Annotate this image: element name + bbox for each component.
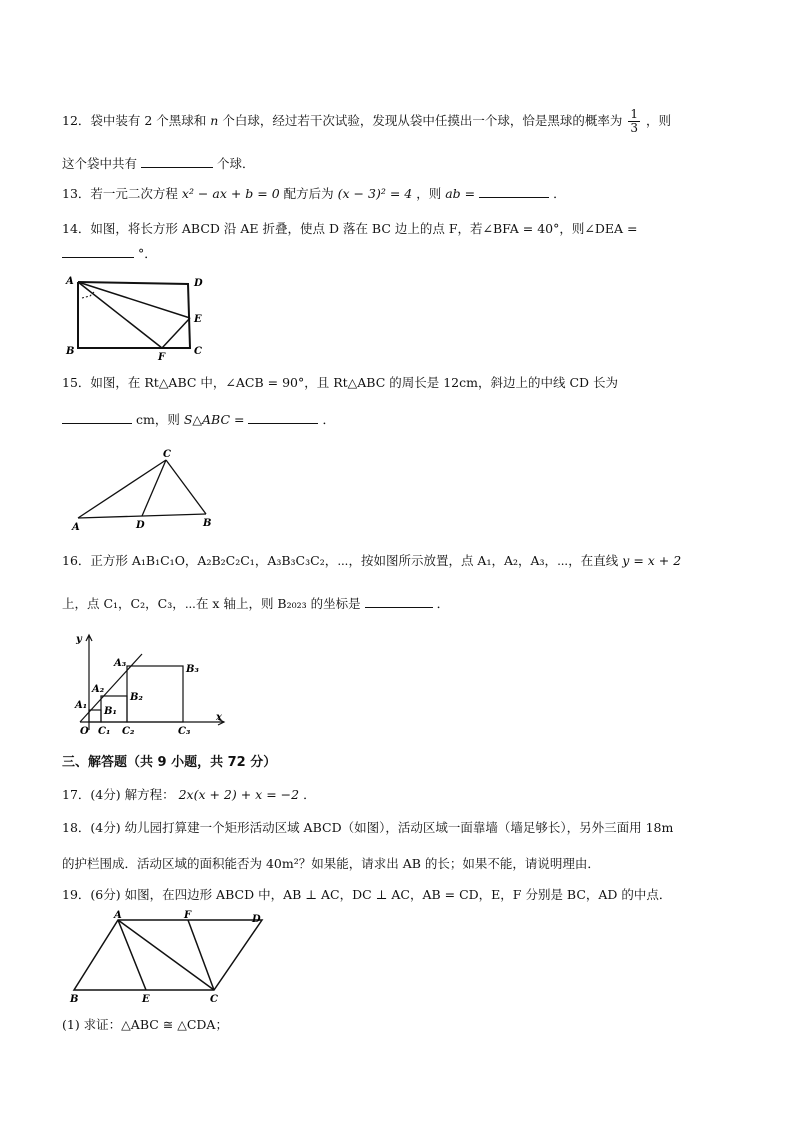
q19-label-f: F: [184, 910, 192, 921]
q16-line1: [62, 552, 681, 570]
q14-rectangle-figure: [60, 272, 210, 360]
q14-line2: [62, 244, 157, 263]
q17-text-b: ．: [303, 787, 316, 802]
q16-label-b3: B₃: [186, 664, 199, 675]
q12-text-b: 个白球，经过若干次试验，发现从袋中任摸出一个球，恰是黑球的概率为: [222, 113, 623, 128]
q16-label-c1: C₁: [98, 726, 111, 737]
q16-line-equation: y = x + 2: [622, 553, 682, 568]
q13-answer-blank: [479, 184, 549, 198]
q15-area-expression: S△ABC =: [183, 412, 245, 427]
q15-side-ac: [78, 460, 166, 518]
q13-equation-2: (x − 3)² = 4: [337, 186, 413, 201]
q13-text-b: 配方后为: [283, 186, 334, 201]
q13-equation-1: x² − ax + b = 0: [181, 186, 280, 201]
q14-label-f: F: [158, 352, 166, 360]
q15-label-d: D: [136, 520, 145, 530]
q16-coordinate-figure: [66, 630, 236, 740]
q14-label-e: E: [194, 314, 202, 325]
q16-label-a1: A₁: [75, 700, 88, 711]
q15-side-cb: [166, 460, 206, 514]
q12-var-n: n: [210, 113, 219, 128]
q14-label-b: B: [66, 346, 75, 357]
q14-line-fe: [162, 318, 190, 348]
q12-line1: [62, 108, 671, 135]
q16-text-b: 上，点 C₁，C₂，C₃，⋯在 x 轴上，则 B₂₀₂₃ 的坐标是: [62, 596, 361, 611]
q12-text-d: 这个袋中共有: [62, 156, 138, 171]
q13-text-d: ．: [553, 186, 566, 201]
q16-label-b2: B₂: [130, 692, 143, 703]
q12-answer-blank: [141, 154, 213, 168]
q19-label-a: A: [114, 910, 122, 921]
q15-triangle-figure: [66, 446, 226, 530]
section-3-heading: 三、解答题（共 9 小题，共 72 分）: [62, 755, 277, 770]
q14-text-a: 14．如图，将长方形 ABCD 沿 AE 折叠，使点 D 落在 BC 边上的点 F，若∠BFA = 40°，则∠DEA =: [62, 221, 638, 236]
q12-text-a: 12．袋中装有 2 个黑球和: [62, 113, 207, 128]
q14-label-d: D: [194, 278, 203, 289]
q19-label-d: D: [252, 914, 261, 925]
q15-line1: [62, 374, 618, 392]
q16-text-a: 16．正方形 A₁B₁C₁O，A₂B₂C₂C₁，A₃B₃C₃C₂，⋯，按如图所示放置，点 A₁，A₂，A₃，⋯，在直线: [62, 553, 619, 568]
q19-line: 19．(6分) 如图，在四边形 ABCD 中，AB ⊥ AC，DC ⊥ AC，AB = CD，E，F 分别是 BC，AD 的中点．: [62, 887, 672, 902]
q16-label-a2: A₂: [92, 684, 105, 695]
q17-text-a: 17．(4分) 解方程：: [62, 787, 175, 802]
q16-label-a3: A₃: [114, 658, 127, 669]
q16-label-o: O: [80, 726, 89, 737]
q12-line2: [62, 154, 255, 173]
q16-answer-blank: [365, 594, 433, 608]
q14-line-af: [78, 282, 162, 348]
q15-text-b: cm，则: [135, 412, 180, 427]
q16-label-c2: C₂: [122, 726, 135, 737]
q14-text-b: °．: [137, 246, 157, 261]
q18-line2: 的护栏围成．活动区域的面积能否为 40m²？如果能，请求出 AB 的长；如果不能，请说明理由．: [62, 856, 600, 871]
q19-subquestion-1: (1) 求证：△ABC ≅ △CDA；: [62, 1017, 228, 1032]
q19-segment-fc: [188, 920, 214, 990]
q13-line: [62, 184, 566, 203]
q16-square-1: [89, 710, 101, 722]
q15-answer-blank-2: [248, 410, 318, 424]
q14-label-a: A: [66, 276, 74, 287]
q12-fraction-numerator: 1: [630, 107, 638, 121]
q16-text-c: ．: [436, 596, 450, 611]
q14-line1: [62, 220, 637, 238]
q16-label-b1: B₁: [104, 706, 117, 717]
q16-label-c3: C₃: [178, 726, 191, 737]
q19-quadrilateral-figure: [66, 910, 276, 1002]
q12-fraction-denominator: 3: [630, 121, 638, 135]
q19-label-e: E: [142, 994, 150, 1002]
q14-answer-blank: [62, 244, 134, 258]
q12-fraction: [628, 108, 640, 135]
q15-label-a: A: [72, 522, 80, 530]
q18-line1: 18．(4分) 幼儿园打算建一个矩形活动区域 ABCD（如图），活动区域一面靠墙（墙足够长），另外三面用 18m: [62, 820, 674, 835]
q17-equation: 2x(x + 2) + x = −2: [178, 787, 300, 802]
q15-text-c: ．: [322, 412, 335, 427]
q15-answer-blank-1: [62, 410, 132, 424]
q15-text-a: 15．如图，在 Rt△ABC 中，∠ACB = 90°，且 Rt△ABC 的周长是 12cm，斜边上的中线 CD 长为: [62, 375, 619, 390]
q19-label-b: B: [70, 994, 79, 1002]
q12-text-c: ，则: [645, 113, 671, 128]
q14-label-c: C: [194, 346, 202, 357]
q14-rectangle: [78, 282, 190, 348]
q13-equation-3: ab =: [445, 186, 476, 201]
q15-label-c: C: [163, 449, 171, 460]
q15-line2: [62, 410, 335, 429]
q17-line: [62, 786, 316, 804]
q15-label-b: B: [203, 518, 212, 529]
q13-text-a: 13．若一元二次方程: [62, 186, 178, 201]
q16-line2: [62, 594, 449, 613]
q19-label-c: C: [210, 994, 218, 1002]
q19-parallelogram-abcd: [74, 920, 262, 990]
q14-fold-line-ae: [78, 282, 190, 318]
q16-label-x: x: [216, 712, 222, 723]
q16-label-y: y: [76, 634, 82, 645]
q12-text-e: 个球．: [216, 156, 255, 171]
q13-text-c: ，则: [416, 186, 442, 201]
